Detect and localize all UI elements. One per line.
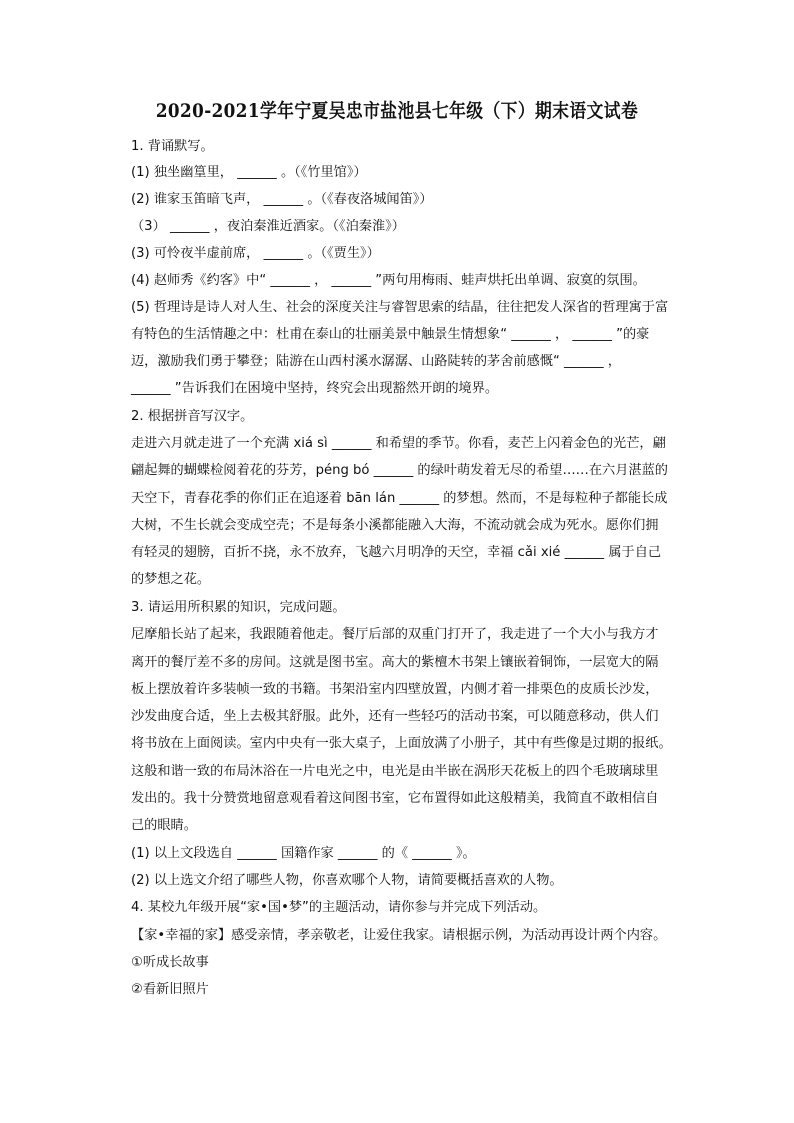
question-3-heading: 3. 请运用所积累的知识，完成问题。: [131, 600, 346, 615]
question-1-item-1: (1) 独坐幽篁里， ______ 。（《竹里馆》）: [131, 165, 367, 180]
question-4-activity: 【家•幸福的家】感受亲情，孝亲敬老，让爱住我家。请根据示例，为活动再设计两个内容。: [131, 928, 667, 943]
question-1-item-5: (4) 赵师秀《约客》中“ ______ ， ______ ”两句用梅雨、蛙声烘托出单调、寂寞的氛围。: [131, 273, 646, 288]
question-1-item-2: (2) 谁家玉笛暗飞声， ______ 。（《春夜洛城闻笛》）: [131, 192, 433, 207]
question-3-sub-1: (1) 以上文段选自 ______ 国籍作家 ______ 的《 ______ 》。: [131, 846, 476, 861]
question-1-item-3: （3） ______ ，夜泊秦淮近酒家。（《泊秦淮》）: [131, 219, 405, 234]
question-1-item-6-line-3: 迈，激励我们勇于攀登；陆游在山西村溪水潺潺、山路陡转的茅舍前感慨“ ______ ，: [131, 354, 621, 369]
question-2-passage-line-2: 翩起舞的蝴蝶检阅着花的芬芳，péng bó ______ 的绿叶萌发着无尽的希望……在六月湛蓝的: [131, 463, 668, 478]
question-3-passage-line-4: 沙发曲度合适，坐上去极其舒服。此外，还有一些轻巧的活动书案，可以随意移动，供人们: [131, 709, 659, 724]
question-2-passage-line-1: 走进六月就走进了一个充满 xiá sì ______ 和希望的季节。你看，麦芒上闪着金色的光芒，翩: [131, 436, 666, 451]
question-2-passage-line-5: 有轻灵的翅膀，百折不挠，永不放弃，飞越六月明净的天空，幸福 cǎi xié ______ 属于自己: [131, 545, 662, 560]
question-3-passage-line-7: 发出的。我十分赞赏地留意观看着这间图书室，它布置得如此这般精美，我简直不敢相信自: [131, 791, 659, 806]
question-3-sub-2: (2) 以上选文介绍了哪些人物，你喜欢哪个人物，请简要概括喜欢的人物。: [131, 873, 563, 888]
question-1-heading: 1. 背诵默写。: [131, 139, 214, 154]
question-4-example-2: ②看新旧照片: [131, 982, 209, 997]
exam-title: 2020-2021学年宁夏吴忠市盐池县七年级（下）期末语文试卷: [155, 100, 639, 122]
question-1-item-6-line-1: (5) 哲理诗是诗人对人生、社会的深度关注与睿智思索的结晶，往往把发人深省的哲理寓于富: [131, 300, 669, 315]
question-3-passage-line-8: 己的眼睛。: [131, 818, 197, 833]
question-3-passage-line-3: 板上摆放着许多装帧一致的书籍。书架沿室内四壁放置，内侧才着一排栗色的皮质长沙发，: [131, 682, 659, 697]
question-2-passage-line-4: 大树，不生长就会变成空壳；不是每条小溪都能融入大海，不流动就会成为死水。愿你们拥: [131, 518, 659, 533]
question-4-example-1: ①听成长故事: [131, 955, 209, 970]
question-3-passage-line-1: 尼摩船长站了起来，我跟随着他走。餐厅后部的双重门打开了，我走进了一个大小与我方才: [131, 627, 659, 642]
question-2-heading: 2. 根据拼音写汉字。: [131, 409, 254, 424]
question-3-passage-line-2: 离开的餐厅差不多的房间。这就是图书室。高大的紫檀木书架上镶嵌着铜饰，一层宽大的隔: [131, 655, 659, 670]
question-2-passage-line-3: 天空下，青春花季的你们正在追逐着 bān lán ______ 的梦想。然而，不是每粒种子都能长成: [131, 491, 668, 506]
question-3-passage-line-5: 将书放在上面阅读。室内中央有一张大桌子，上面放满了小册子，其中有些像是过期的报纸。: [131, 736, 672, 751]
question-1-item-6-line-2: 有特色的生活情趣之中：杜甫在泰山的壮丽美景中触景生情想象“ ______ ， ______ ”的豪: [131, 327, 650, 342]
question-2-passage-line-6: 的梦想之花。: [131, 572, 211, 587]
question-4-heading: 4. 某校九年级开展“家•国•梦”的主题活动，请你参与并完成下列活动。: [131, 900, 547, 915]
question-1-item-6-line-4: ______ ”告诉我们在困境中坚持，终究会出现豁然开朗的境界。: [131, 381, 499, 396]
question-1-item-4: (3) 可怜夜半虚前席， ______ 。（《贾生》）: [131, 246, 380, 261]
question-3-passage-line-6: 这般和谐一致的布局沐浴在一片电光之中，电光是由半嵌在涡形天花板上的四个毛玻璃球里: [131, 764, 659, 779]
